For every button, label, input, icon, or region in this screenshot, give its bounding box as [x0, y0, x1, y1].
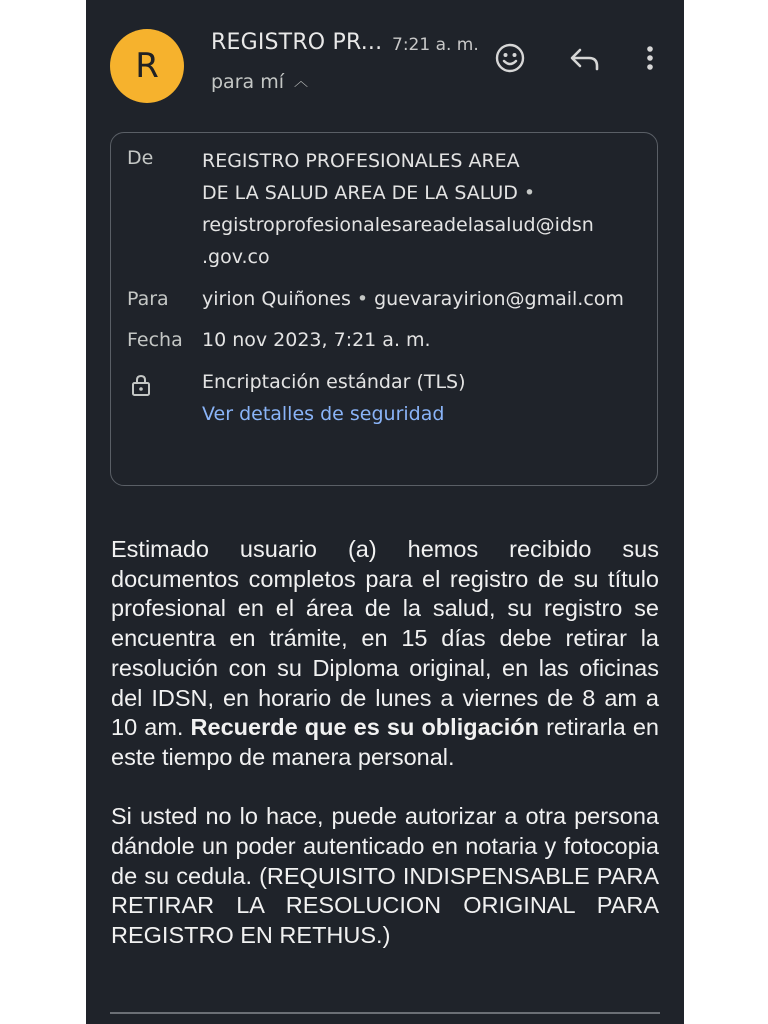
divider	[110, 1012, 660, 1014]
message-time: 7:21 a. m.	[392, 35, 479, 55]
to-name: yirion Quiñones	[202, 288, 351, 310]
message-details-card	[110, 132, 658, 486]
chevron-up-icon: ︿	[294, 74, 308, 90]
emoji-icon[interactable]	[492, 40, 528, 76]
from-name-line1: REGISTRO PROFESIONALES AREA	[202, 150, 520, 172]
to-email[interactable]: guevarayirion@gmail.com	[374, 288, 624, 310]
body-emphasis: Recuerde que es su obligación	[190, 714, 539, 741]
to-value	[202, 283, 624, 315]
date-label: Fecha	[127, 329, 183, 351]
email-view	[86, 0, 684, 1024]
from-value	[202, 145, 594, 273]
body-paragraph-1: Estimado usuario (a) hemos recibido sus documentos completos para el registro de su título profesional en el área de la salud, su registro se encuentra en trámite, en 15 días debe retirar la resolución con su Diploma original, en las oficinas del IDSN, en horario de lunes a viernes de 8 am a 10 am. Recuerde que es su obligación retirarla en este tiempo de manera personal.	[111, 536, 659, 770]
separator-dot: •	[523, 182, 536, 204]
recipient-label: para mí	[211, 71, 284, 93]
date-value: 10 nov 2023, 7:21 a. m.	[202, 329, 431, 351]
to-label: Para	[127, 288, 169, 310]
from-label: De	[127, 147, 154, 169]
more-vert-icon[interactable]	[632, 40, 668, 76]
security-details-link[interactable]: Ver detalles de seguridad	[202, 403, 445, 425]
separator-dot: •	[356, 288, 369, 310]
sender-name[interactable]: REGISTRO PR...	[211, 30, 383, 55]
message-body	[111, 535, 659, 951]
lock-icon	[130, 373, 152, 397]
encryption-text: Encriptación estándar (TLS)	[202, 371, 466, 393]
recipient-toggle[interactable]	[211, 71, 308, 93]
body-paragraph-2: Si usted no lo hace, puede autorizar a otra persona dándole un poder autenticado en notaria y fotocopia de su cedula. (REQUISITO INDISPENSABLE PARA RETIRAR LA RESOLUCION ORIGINAL PARA REGISTRO EN RETHUS.)	[111, 803, 659, 949]
sender-avatar[interactable]: R	[110, 29, 184, 103]
from-email-line1[interactable]: registroprofesionalesareadelasalud@idsn	[202, 214, 594, 236]
from-name-line2: DE LA SALUD AREA DE LA SALUD •	[202, 182, 536, 204]
reply-icon[interactable]	[567, 40, 603, 76]
from-email-line2[interactable]: .gov.co	[202, 246, 270, 268]
